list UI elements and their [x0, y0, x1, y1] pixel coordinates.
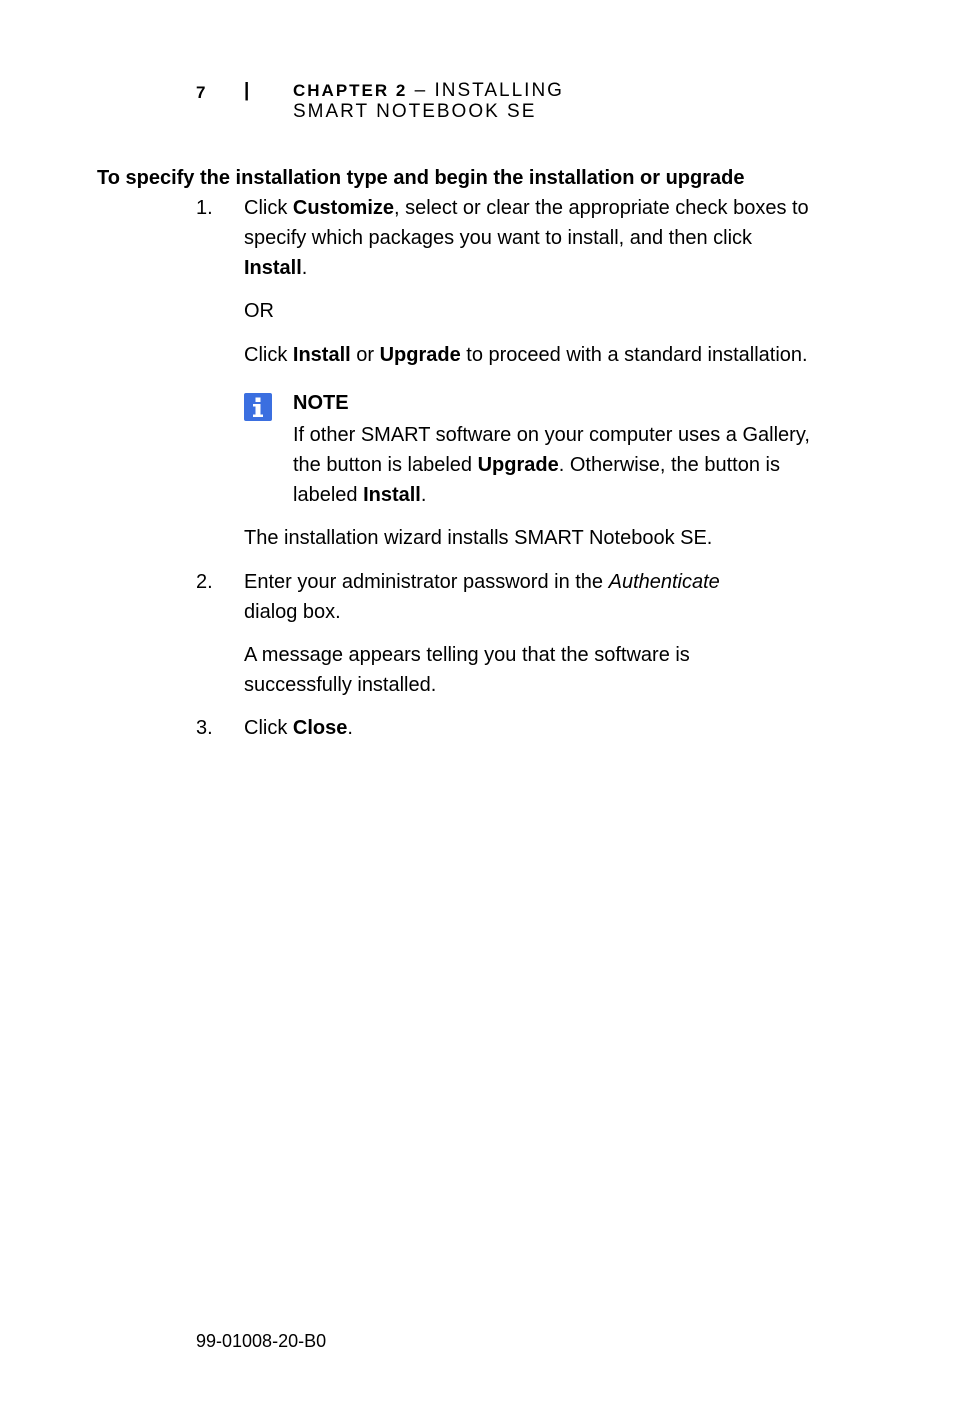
install-term: Install — [363, 484, 421, 506]
step-1-number: 1. — [196, 197, 213, 219]
note-title: NOTE — [293, 392, 349, 414]
step-2-number: 2. — [196, 571, 213, 593]
header-separator: | — [244, 80, 252, 101]
info-icon — [244, 393, 272, 421]
chapter-dash: – INSTALLING — [407, 80, 564, 101]
chapter-title — [293, 80, 564, 101]
authenticate-term: Authenticate — [608, 571, 720, 593]
step-1-line-1: Click Customize, select or clear the appropriate check boxes to — [244, 197, 809, 219]
or-text: OR — [244, 300, 274, 322]
close-term: Close — [292, 717, 348, 739]
customize-term: Customize — [292, 197, 395, 219]
upgrade-term: Upgrade — [379, 344, 461, 366]
note-line-3: labeled Install. — [293, 484, 427, 506]
step-1-alternative: Click Install or Upgrade to proceed with a standard installation. — [244, 344, 808, 366]
page-number: 7 — [196, 83, 206, 102]
step-1-text — [244, 193, 864, 283]
step-2-result: A message appears telling you that the software is successfully installed. — [244, 644, 690, 696]
step-2-text — [244, 567, 864, 627]
chapter-title-line2: SMART NOTEBOOK SE — [293, 101, 537, 122]
step-3-number: 3. — [196, 717, 213, 739]
note-block — [293, 388, 863, 510]
step-1-line-2: specify which packages you want to install, and then click — [244, 227, 753, 249]
procedure-heading: To specify the installation type and begin the installation or upgrade — [97, 167, 745, 189]
step-1-result: The installation wizard installs SMART Notebook SE. — [244, 527, 713, 549]
upgrade-term: Upgrade — [477, 454, 559, 476]
install-term: Install — [292, 344, 351, 366]
chapter-label: CHAPTER 2 — [293, 81, 408, 100]
note-line-2: the button is labeled Upgrade. Otherwise, the button is — [293, 454, 780, 476]
step-2-line-1: Enter your administrator password in the Authenticate — [244, 571, 720, 593]
step-2-line-2: dialog box. — [244, 601, 341, 623]
step-3-text: Click Close. — [244, 717, 353, 739]
note-line-1: If other SMART software on your computer uses a Gallery, — [293, 424, 810, 446]
document-number: 99-01008-20-B0 — [196, 1331, 327, 1351]
step-1-line-3: Install. — [244, 257, 308, 279]
install-term: Install — [244, 257, 302, 279]
